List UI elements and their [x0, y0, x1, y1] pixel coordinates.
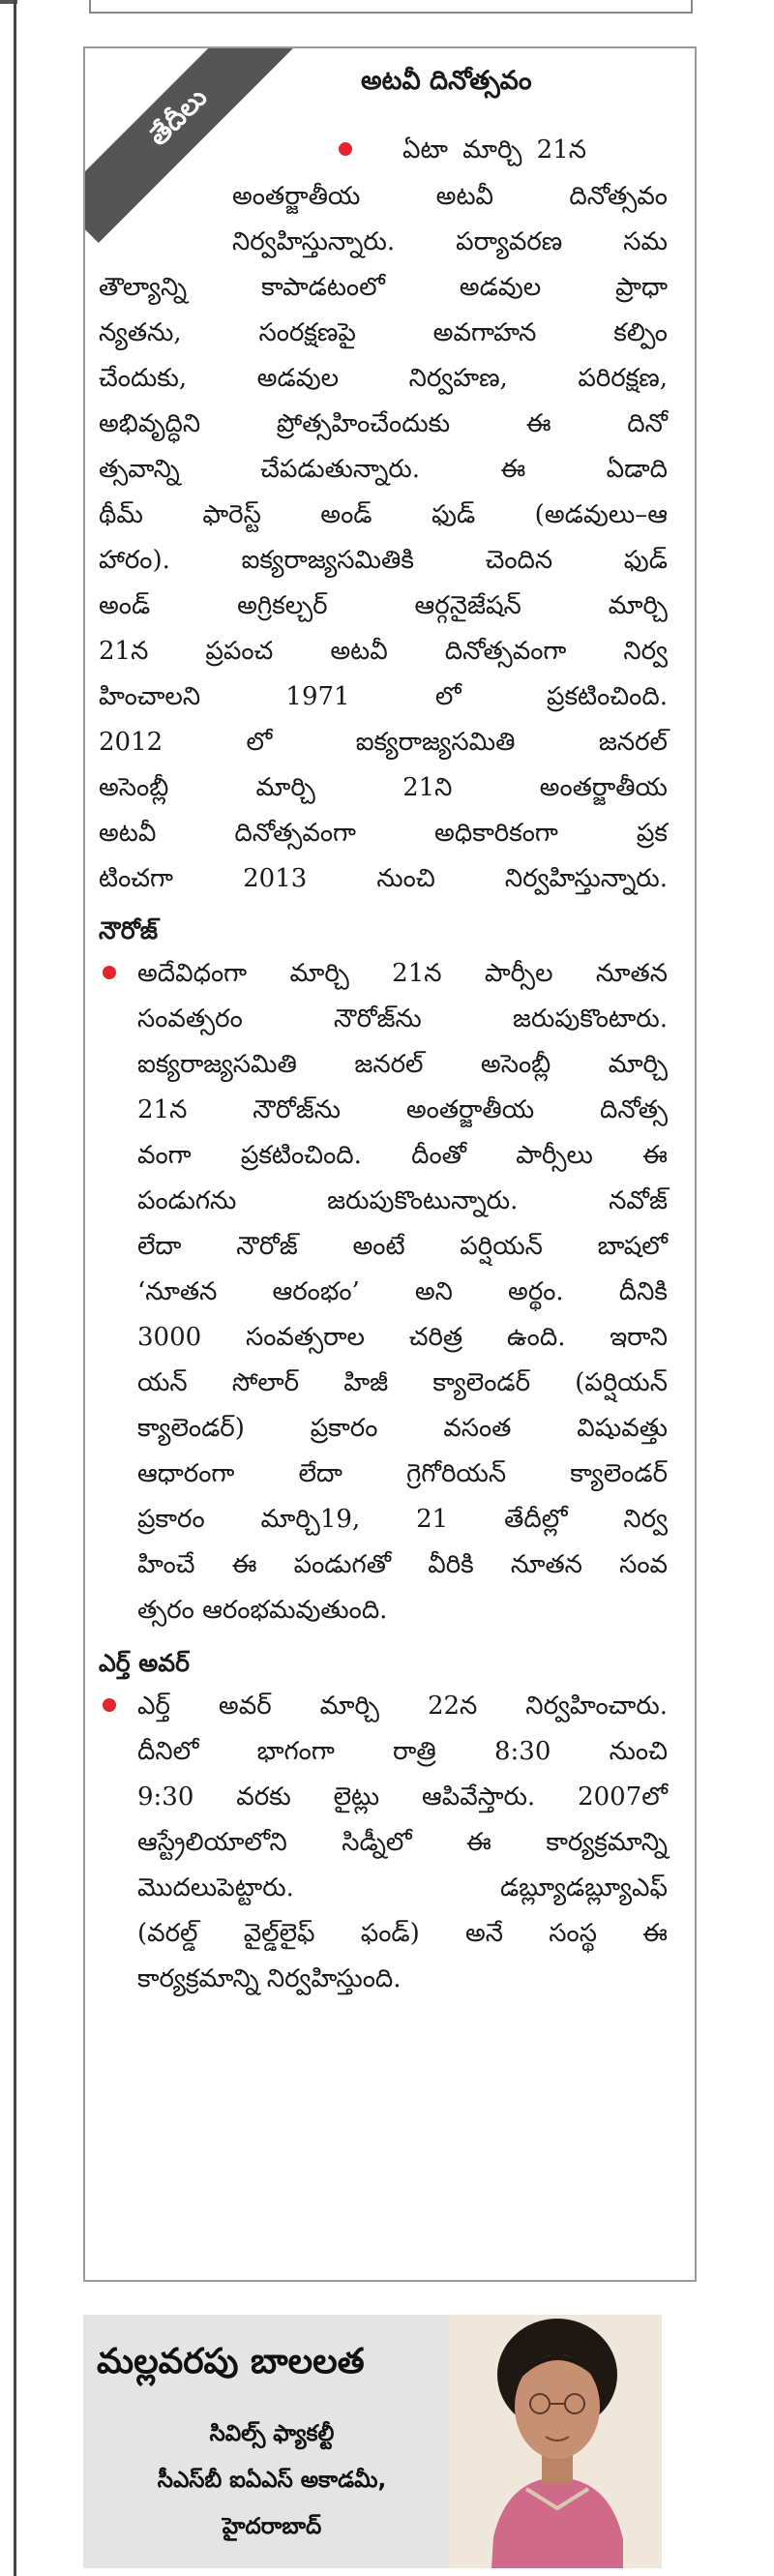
body-line: (వరల్డ్ వైల్డ్‌లైఫ్ ఫండ్) అనే సంస్థ ఈ — [137, 1919, 668, 1948]
author-photo — [449, 2315, 662, 2568]
author-city: హైదరాబాద్ — [222, 2514, 322, 2539]
body-line: కార్యక్రమాన్ని నిర్వహిస్తుంది. — [137, 1964, 402, 1993]
bullet-icon — [339, 142, 352, 156]
body-line: టించగా 2013 నుంచి నిర్వహిస్తున్నారు. — [99, 864, 668, 893]
body-line: అంతర్జాతీయ అటవీ దినోత్సవం — [232, 182, 668, 211]
body-line: ప్రకారం మార్చి19, 21 తేదీల్లో నిర్వ — [137, 1505, 668, 1534]
body-line: ఎర్త్ అవర్ మార్చి 22న నిర్వహించారు. — [137, 1692, 668, 1721]
body-line: అటవీ దినోత్సవంగా అధికారికంగా ప్రక — [99, 819, 668, 848]
body-line: అసెంబ్లీ మార్చి 21ని అంతర్జాతీయ — [99, 773, 668, 802]
body-line: త్సరం ఆరంభమవుతుంది. — [137, 1596, 388, 1625]
previous-article-box-edge — [89, 0, 693, 14]
body-line: త్సవాన్ని చేపడుతున్నారు. ఈ ఏడాది — [99, 455, 668, 484]
author-box — [83, 2315, 662, 2568]
body-line: తౌల్యాన్ని కాపాడటంలో అడవుల ప్రాధా — [99, 273, 668, 302]
body-line: క్యాలెండర్) ప్రకారం వసంత విషువత్తు — [137, 1414, 668, 1443]
article-box — [83, 46, 697, 2282]
body-line: లేదా నౌరోజ్ అంటే పర్షియన్ బాషలో — [137, 1232, 668, 1261]
body-line: ‘నూతన ఆరంభం’ అని అర్థం. దీనికి — [137, 1277, 668, 1306]
author-institution: సీఎస్‌బీ ఐఏఎస్ అకాడమీ, — [157, 2468, 387, 2493]
author-title: సివిల్స్ ఫ్యాకల్టీ — [209, 2421, 335, 2446]
article-title: అటవీ దినోత్సవం — [361, 66, 532, 96]
body-line: చేందుకు, అడవుల నిర్వహణ, పరిరక్షణ, — [99, 364, 668, 393]
section-heading-nowruz: నౌరోజ్ — [99, 916, 159, 944]
body-line: థీమ్ ఫారెస్ట్ అండ్ ఫుడ్ (అడవులు–ఆ — [99, 500, 668, 529]
body-line: పండుగను జరుపుకొంటున్నారు. నవోజ్ — [137, 1186, 668, 1215]
author-portrait-icon — [449, 2315, 662, 2568]
body-line: యన్ సోలార్ హిజీ క్యాలెండర్ (పర్షియన్ — [137, 1368, 668, 1397]
body-line: 21న ప్రపంచ అటవీ దినోత్సవంగా నిర్వ — [99, 637, 668, 666]
body-line: ఆస్ట్రేలియాలోని సిడ్నీలో ఈ కార్యక్రమాన్ని — [137, 1828, 668, 1857]
ribbon-label: తేదీలు — [141, 80, 214, 153]
column-divider — [14, 0, 16, 2576]
body-line: అభివృద్ధిని ప్రోత్సహించేందుకు ఈ దినో — [99, 409, 668, 438]
body-line: 2012 లో ఐక్యరాజ్యసమితి జనరల్ — [99, 728, 668, 757]
body-line: 9:30 వరకు లైట్లు ఆపివేస్తారు. 2007లో — [137, 1782, 668, 1812]
body-line: దీనిలో భాగంగా రాత్రి 8:30 నుంచి — [137, 1737, 668, 1766]
body-line: సంవత్సరం నౌరోజ్‌ను జరుపుకొంటారు. — [137, 1004, 668, 1033]
body-line: 21న నౌరోజ్‌ను అంతర్జాతీయ దినోత్స — [137, 1095, 668, 1124]
body-line: ఏటా మార్చి 21న — [402, 135, 586, 165]
body-line: అదేవిధంగా మార్చి 21న పార్సీల నూతన — [137, 959, 668, 988]
body-line: 3000 సంవత్సరాల చరిత్ర ఉంది. ఇరాని — [137, 1323, 668, 1352]
body-line: అండ్ అగ్రికల్చర్ ఆర్గనైజేషన్ మార్చి — [99, 591, 668, 620]
body-line: నిర్వహిస్తున్నారు. పర్యావరణ సమ — [232, 227, 668, 256]
section-heading-earth-hour: ఎర్త్ అవర్ — [99, 1649, 190, 1677]
body-line: మొదలుపెట్టారు. డబ్ల్యూడబ్ల్యూఎఫ్ — [137, 1873, 668, 1902]
author-name: మల్లవరపు బాలలత — [97, 2342, 365, 2381]
body-line: వంగా ప్రకటించింది. దీంతో పార్సీలు ఈ — [137, 1141, 668, 1170]
bullet-icon — [103, 966, 116, 979]
body-line: హించే ఈ పండుగతో వీరికి నూతన సంవ — [137, 1550, 668, 1579]
bullet-icon — [103, 1698, 116, 1712]
body-line: హారం). ఐక్యరాజ్యసమితికి చెందిన ఫుడ్ — [99, 546, 668, 575]
body-line: ఆధారంగా లేదా గ్రెగోరియన్ క్యాలెండర్ — [137, 1459, 668, 1488]
body-line: ఐక్యరాజ్యసమితి జనరల్ అసెంబ్లీ మార్చి — [137, 1050, 668, 1079]
body-line: హించాలని 1971 లో ప్రకటించింది. — [99, 682, 668, 711]
body-line: న్యతను, సంరక్షణపై అవగాహన కల్పిం — [99, 318, 668, 347]
